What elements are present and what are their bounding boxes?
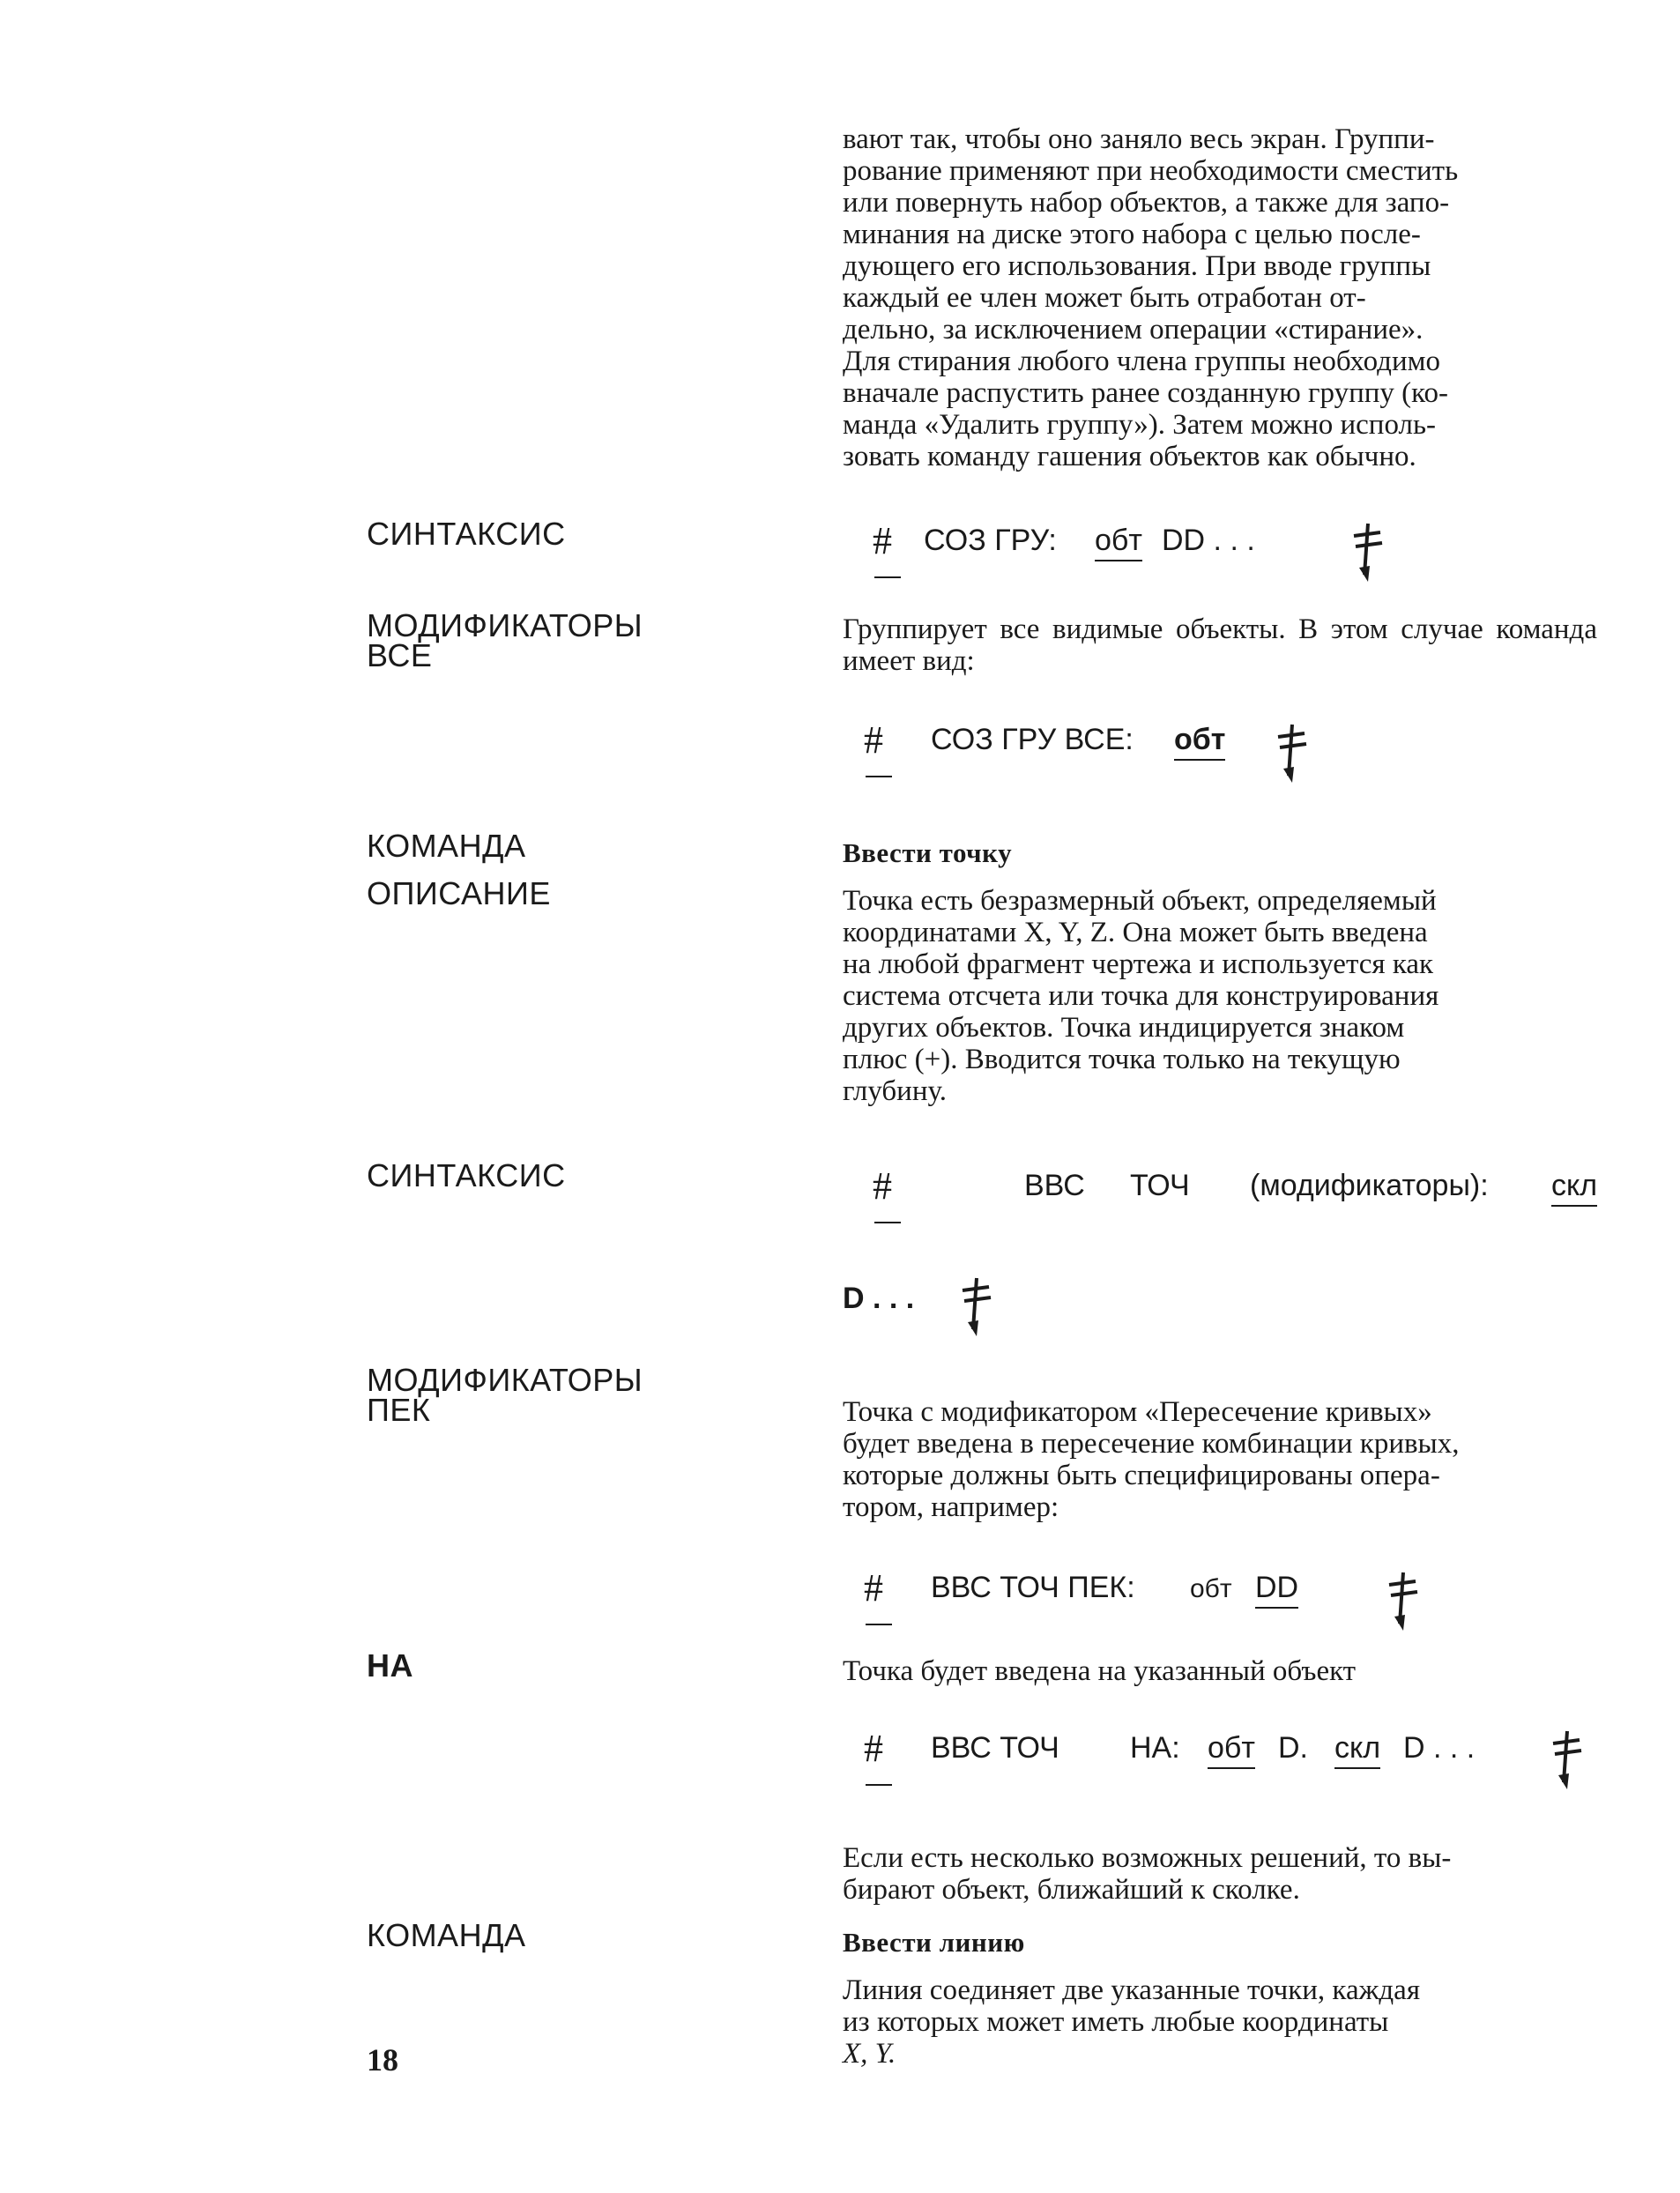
enter-mark-icon — [1550, 1728, 1585, 1791]
modifier-na-description: Точка будет введена на указанный объект — [843, 1655, 1357, 1687]
text-line: других объектов. Точка индицируется знаком — [843, 1012, 1405, 1044]
command-word: ВВС ТОЧ — [931, 1731, 1059, 1765]
text-line: будет введена в пересечение комбинации кривых, — [843, 1428, 1460, 1460]
text-line: Линия соединяет две указанные точки, каждая — [843, 1974, 1421, 2006]
modifier-pek-label: ПЕК — [367, 1392, 431, 1428]
text-line: из которых может иметь любые координаты — [843, 2006, 1389, 2038]
modifier-na-note — [843, 1842, 1597, 1906]
intro-line: каждый ее член может быть отработан от- — [843, 282, 1366, 314]
text-line: бирают объект, ближайший к сколке. — [843, 1874, 1300, 1906]
description-label: ОПИСАНИЕ — [367, 875, 551, 911]
text-line: координатами X, Y, Z. Она может быть введена — [843, 917, 1428, 948]
text-line: глубину. — [843, 1075, 947, 1107]
intro-line: Для стирания любого члена группы необходимо — [843, 346, 1440, 377]
command-label: КОМАНДА — [367, 828, 526, 864]
intro-line: вают так, чтобы оно заняло весь экран. Группи- — [843, 123, 1435, 155]
command-label: КОМАНДА — [367, 1917, 526, 1953]
object-token: обт — [1174, 723, 1225, 761]
line-description — [843, 1974, 1597, 2070]
text-line: которые должны быть специфицированы опера- — [843, 1460, 1440, 1491]
hash-symbol: # — [864, 718, 883, 762]
hash-symbol: # — [873, 1164, 892, 1208]
continuation: D . . . — [1403, 1731, 1476, 1765]
select-token: скл — [1334, 1731, 1380, 1769]
modifiers-label: МОДИФИКАТОРЫ — [367, 607, 643, 643]
page-number: 18 — [367, 2042, 398, 2078]
hash-symbol: # — [864, 1727, 883, 1770]
continuation: D . . . — [843, 1282, 915, 1315]
d-token: D. — [1278, 1731, 1308, 1765]
intro-line: вначале распустить ранее созданную группу (ко- — [843, 377, 1448, 409]
enter-mark-icon — [1350, 520, 1386, 584]
text-line: плюс (+). Вводится точка только на текущую — [843, 1044, 1401, 1075]
text-line: тором, например: — [843, 1491, 1059, 1523]
text-line: Точка с модификатором «Пересечение кривых» — [843, 1396, 1432, 1428]
intro-paragraph — [843, 123, 1597, 472]
text-line: на любой фрагмент чертежа и используется как — [843, 948, 1434, 980]
syntax-create-group — [873, 519, 1419, 585]
command-word: ТОЧ — [1130, 1169, 1190, 1202]
text-line: Если есть несколько возможных решений, то вы- — [843, 1842, 1452, 1874]
modifier-all-label: ВСЕ — [367, 637, 433, 673]
object-token: обт — [1095, 524, 1142, 561]
intro-line: рование применяют при необходимости сместить — [843, 155, 1459, 187]
enter-mark-icon — [959, 1275, 994, 1338]
command-word: ВВС — [1024, 1169, 1085, 1202]
modifiers-placeholder: (модификаторы): — [1250, 1169, 1489, 1202]
syntax-create-group-all — [864, 718, 1357, 784]
modifier-pek-text — [843, 1396, 1597, 1523]
command-text: СОЗ ГРУ: — [924, 524, 1057, 557]
text-line: X, Y. — [843, 2038, 896, 2070]
hash-symbol: # — [864, 1566, 883, 1609]
command-text: СОЗ ГРУ ВСЕ: — [931, 723, 1134, 756]
syntax-label: СИНТАКСИС — [367, 516, 566, 552]
syntax-point-on — [864, 1727, 1604, 1793]
modifier-na-label: НА — [367, 1647, 413, 1684]
modifier-na-text — [843, 1655, 1597, 1687]
intro-line: дующего его использования. При вводе группы — [843, 250, 1431, 282]
intro-line: дельно, за исключением операции «стирание». — [843, 314, 1424, 346]
command-text: ВВС ТОЧ ПЕК: — [931, 1571, 1135, 1604]
hash-symbol: # — [873, 519, 892, 562]
modifiers-label: МОДИФИКАТОРЫ — [367, 1362, 643, 1398]
dd-token: DD — [1255, 1571, 1298, 1609]
modifier-all-description: Группирует все видимые объекты. В этом случае команда имеет вид: — [843, 613, 1597, 677]
syntax-point-intersection — [864, 1566, 1446, 1632]
select-token: скл — [1551, 1169, 1597, 1207]
object-token: обт — [1208, 1731, 1255, 1769]
intro-line: или повернуть набор объектов, а также для запо- — [843, 187, 1450, 219]
syntax-enter-point-cont — [843, 1282, 1019, 1343]
syntax-label: СИНТАКСИС — [367, 1157, 566, 1193]
command-word: НА: — [1130, 1731, 1180, 1765]
enter-mark-icon — [1386, 1569, 1421, 1632]
object-token: обт — [1190, 1574, 1232, 1603]
point-heading: Ввести точку — [843, 837, 1013, 868]
intro-line: зовать команду гашения объектов как обычно. — [843, 441, 1416, 472]
text-line: система отсчета или точка для конструирования — [843, 980, 1439, 1012]
intro-line: манда «Удалить группу»). Затем можно исполь- — [843, 409, 1437, 441]
syntax-enter-point — [873, 1164, 1598, 1230]
text-line: Точка есть безразмерный объект, определяемый — [843, 885, 1437, 917]
point-description — [843, 885, 1597, 1107]
enter-mark-icon — [1275, 721, 1310, 784]
line-heading: Ввести линию — [843, 1927, 1025, 1958]
modifier-all-text — [843, 613, 1597, 677]
command-rest: DD . . . — [1162, 524, 1255, 557]
intro-line: минания на диске этого набора с целью после- — [843, 219, 1421, 250]
